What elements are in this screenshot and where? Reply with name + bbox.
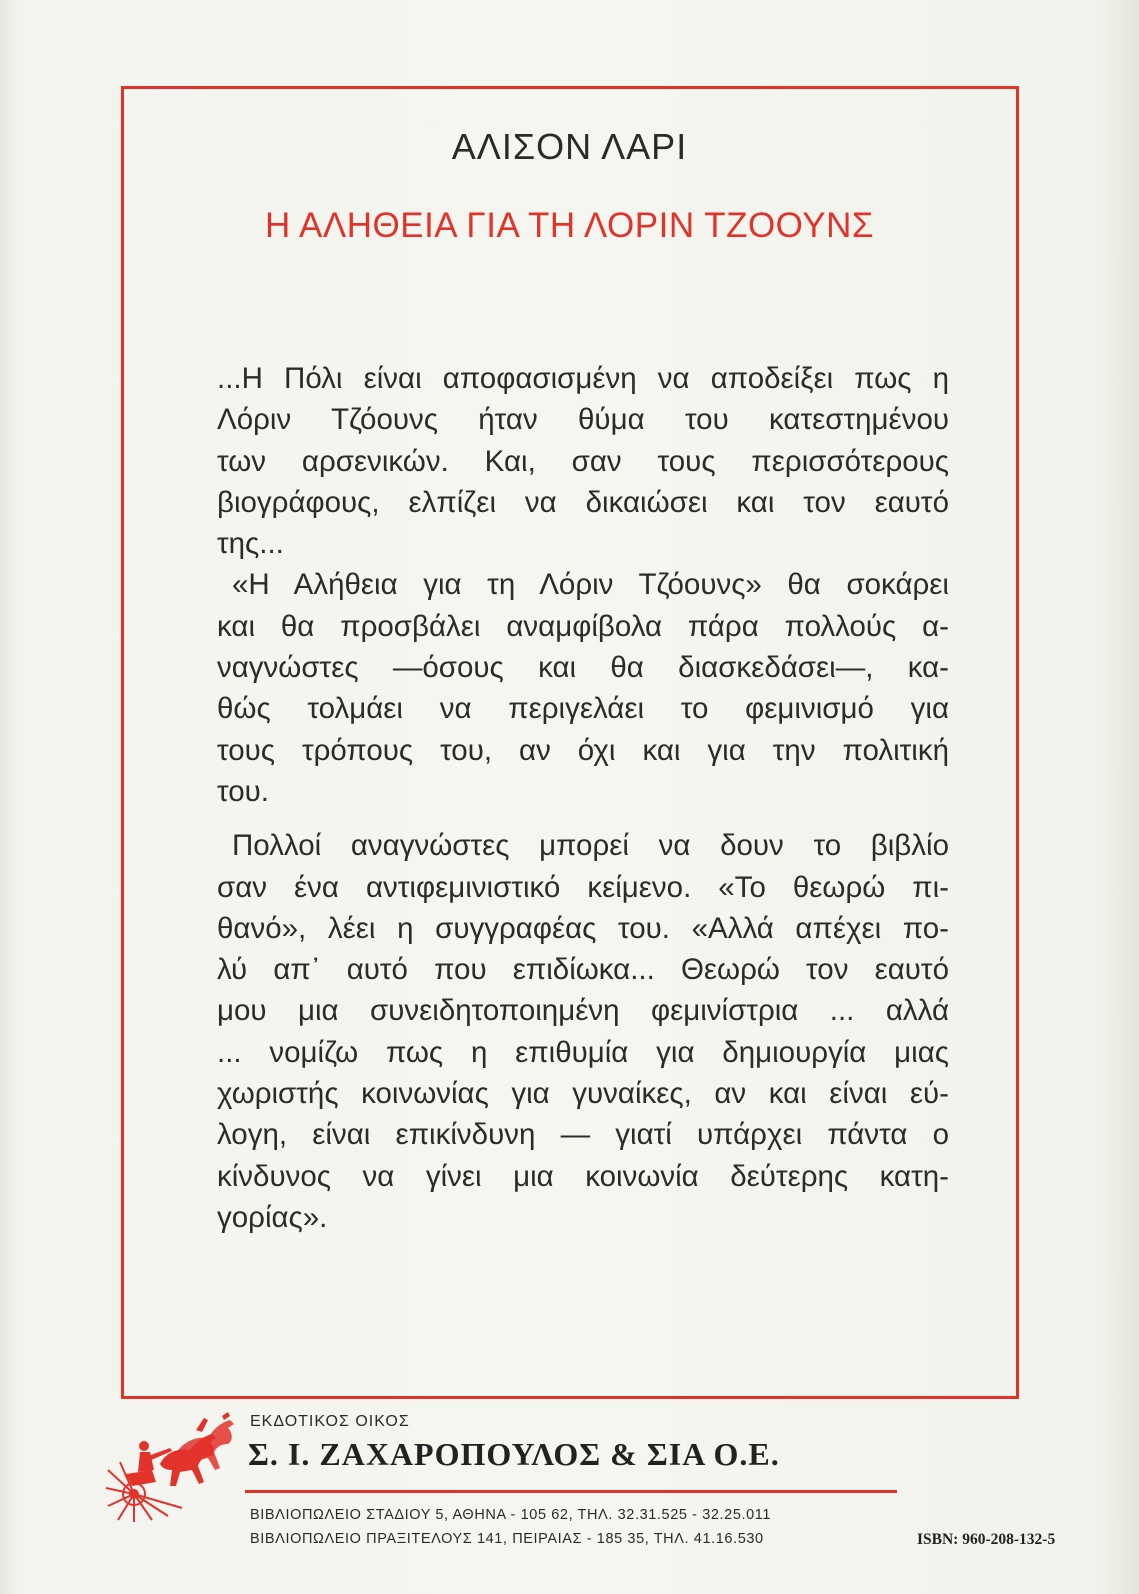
blurb-line: τους τρόπους του, αν όχι και για την πολιτική bbox=[217, 733, 949, 767]
blurb-line: κίνδυνος να γίνει μια κοινωνία δεύτερης κατη- bbox=[217, 1159, 949, 1193]
blurb-line: Πολλοί αναγνώστες μπορεί να δουν το βιβλίο bbox=[232, 829, 949, 863]
blurb-line: ...Η Πόλι είναι αποφασισμένη να αποδείξει πως η bbox=[217, 362, 949, 395]
blurb-line: λύ απ᾽ αυτό που επιδίωκα... Θεωρώ τον εαυτό bbox=[217, 953, 949, 987]
blurb-line: γορίας». bbox=[217, 1200, 328, 1234]
author-name: ΑΛΙΣΟΝ ΛΑΡΙ bbox=[451, 126, 688, 167]
publisher-divider bbox=[245, 1490, 897, 1493]
blurb-line: χωριστής κοινωνίας για γυναίκες, αν και είναι εύ- bbox=[217, 1077, 949, 1111]
blurb-line: ... νομίζω πως η επιθυμία για δημιουργία μιας bbox=[217, 1035, 949, 1069]
blurb-line: βιογράφους, ελπίζει να δικαιώσει και τον εαυτό bbox=[217, 485, 949, 519]
blurb-line: και θα προσβάλει αναμφίβολα πάρα πολλούς α- bbox=[217, 609, 949, 643]
blurb-line: του. bbox=[217, 774, 269, 808]
blurb-line: Λόριν Τζόουνς ήταν θύμα του κατεστημένου bbox=[217, 403, 949, 437]
bookstore-address-athens: ΒΙΒΛΙΟΠΩΛΕΙΟ ΣΤΑΔΙΟΥ 5, ΑΘΗΝΑ - 105 62, ΤΗΛ. 32.31.525 - 32.25.011 bbox=[250, 1507, 772, 1523]
blurb-line: θανό», λέει η συγγραφέας του. «Αλλά απέχει πο- bbox=[217, 911, 949, 945]
blurb-line: θώς τολμάει να περιγελάει το φεμινισμό για bbox=[217, 692, 949, 726]
blurb-line: ναγνώστες —όσους και θα διασκεδάσει—, κα- bbox=[217, 651, 949, 685]
chariot-logo-icon bbox=[104, 1412, 239, 1524]
blurb-text bbox=[217, 358, 949, 1238]
blurb-line: μου μια συνειδητοποιημένη φεμινίστρια ... αλλά bbox=[217, 994, 949, 1028]
isbn: ISBN: 960-208-132-5 bbox=[917, 1531, 1056, 1548]
blurb-line: «Η Αλήθεια για τη Λόριν Τζόουνς» θα σοκάρει bbox=[232, 568, 949, 602]
bookstore-address-piraeus: ΒΙΒΛΙΟΠΩΛΕΙΟ ΠΡΑΞΙΤΕΛΟΥΣ 141, ΠΕΙΡΑΙΑΣ - 185 35, ΤΗΛ. 41.16.530 bbox=[250, 1531, 764, 1547]
blurb-line: της... bbox=[217, 527, 284, 561]
publisher-label: ΕΚΔΟΤΙΚΟΣ ΟΙΚΟΣ bbox=[250, 1413, 410, 1430]
publisher-name: Σ. Ι. ΖΑΧΑΡΟΠΟΥΛΟΣ & ΣΙΑ Ο.Ε. bbox=[248, 1436, 780, 1472]
book-title: Η ΑΛΗΘΕΙΑ ΓΙΑ ΤΗ ΛΟΡΙΝ ΤΖΟΟΥΝΣ bbox=[264, 206, 875, 245]
blurb-line: σαν ένα αντιφεμινιστικό κείμενο. «Το θεωρώ πι- bbox=[217, 870, 949, 904]
blurb-line: των αρσενικών. Και, σαν τους περισσότερους bbox=[217, 444, 949, 478]
blurb-line: λογη, είναι επικίνδυνη — γιατί υπάρχει πάντα ο bbox=[217, 1118, 949, 1152]
